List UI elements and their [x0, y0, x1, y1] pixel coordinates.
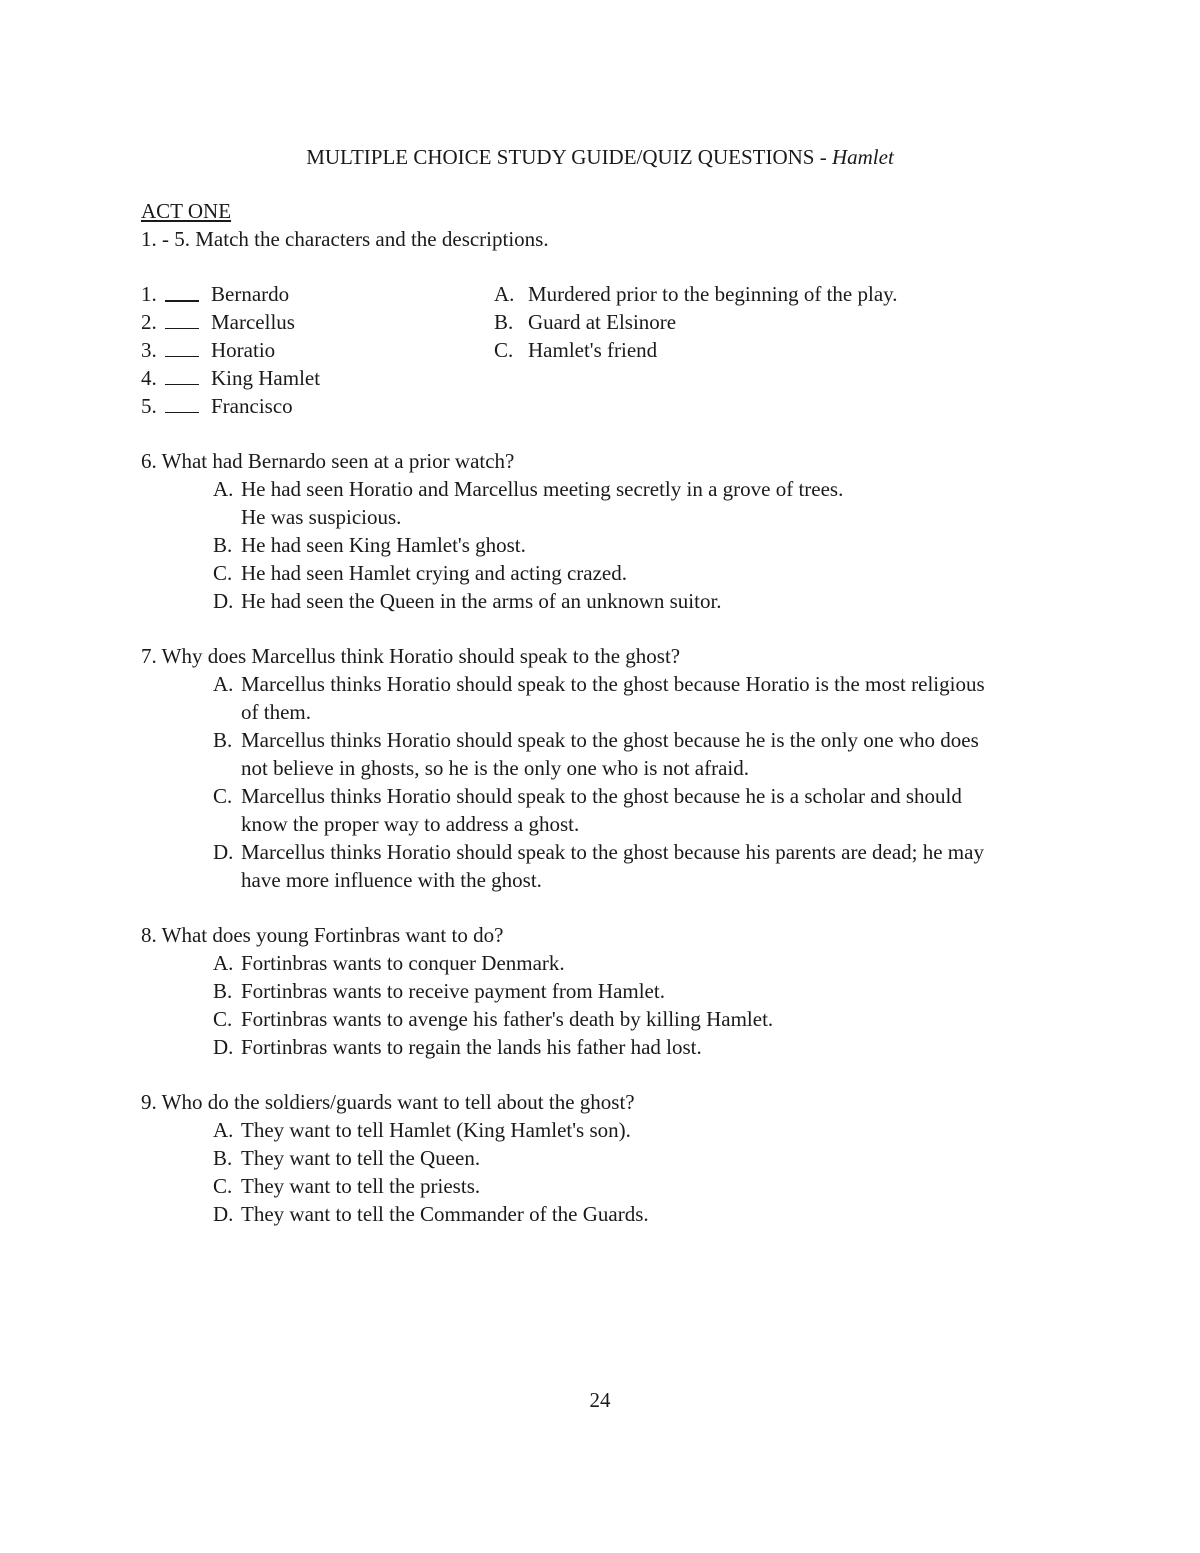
item-number: 1.	[141, 282, 157, 306]
option-text: Fortinbras wants to regain the lands his father had lost.	[241, 1035, 702, 1059]
answer-blank[interactable]	[165, 336, 199, 357]
answer-option[interactable]	[213, 782, 993, 838]
character-list	[141, 280, 481, 420]
description-row	[494, 280, 1054, 308]
answer-blank[interactable]	[165, 392, 199, 413]
character-row	[141, 364, 481, 392]
option-list	[141, 1116, 1061, 1228]
item-number: 2.	[141, 310, 157, 334]
matching-section	[141, 280, 1061, 420]
option-text: He had seen Horatio and Marcellus meeting secretly in a grove of trees. He was suspicious.	[241, 477, 844, 529]
character-name: Horatio	[211, 338, 276, 362]
title-main: MULTIPLE CHOICE STUDY GUIDE/QUIZ QUESTIONS -	[306, 145, 832, 169]
option-text: Fortinbras wants to conquer Denmark.	[241, 951, 565, 975]
spacer	[141, 253, 1061, 280]
option-text: Fortinbras wants to avenge his father's death by killing Hamlet.	[241, 1007, 774, 1031]
option-list	[141, 949, 1061, 1061]
option-text: He had seen Hamlet crying and acting crazed.	[241, 561, 627, 585]
description-text: Hamlet's friend	[528, 338, 658, 362]
act-heading: ACT ONE	[141, 199, 232, 223]
description-letter: A.	[494, 282, 515, 306]
item-number: 3.	[141, 338, 157, 362]
character-name: Bernardo	[211, 282, 290, 306]
spacer	[141, 615, 1061, 642]
answer-option[interactable]	[213, 1005, 1061, 1033]
description-letter: B.	[494, 310, 514, 334]
matching-instruction: 1. - 5. Match the characters and the descriptions.	[141, 227, 549, 251]
description-row	[494, 336, 1054, 364]
question-prompt: 9. Who do the soldiers/guards want to tell about the ghost?	[141, 1090, 635, 1114]
page-title	[0, 143, 1200, 171]
option-letter: D.	[213, 589, 234, 613]
option-letter: B.	[213, 728, 233, 752]
option-text: He had seen the Queen in the arms of an unknown suitor.	[241, 589, 722, 613]
spacer	[141, 894, 1061, 921]
description-letter: C.	[494, 338, 514, 362]
question-block	[141, 921, 1061, 1061]
character-name: King Hamlet	[211, 366, 321, 390]
character-name: Francisco	[211, 394, 293, 418]
description-text: Guard at Elsinore	[528, 310, 677, 334]
question-prompt: 7. Why does Marcellus think Horatio should speak to the ghost?	[141, 644, 681, 668]
option-letter: D.	[213, 1035, 234, 1059]
question-block	[141, 1088, 1061, 1228]
option-letter: B.	[213, 533, 233, 557]
question-prompt: 6. What had Bernardo seen at a prior watch?	[141, 449, 515, 473]
option-letter: C.	[213, 561, 233, 585]
option-text: Marcellus thinks Horatio should speak to the ghost because he is a scholar and should know the proper way to address a ghost.	[241, 784, 962, 836]
option-letter: A.	[213, 672, 234, 696]
answer-blank[interactable]	[165, 308, 199, 329]
option-letter: B.	[213, 1146, 233, 1170]
option-list	[141, 670, 1061, 894]
answer-option[interactable]	[213, 1033, 1061, 1061]
option-letter: B.	[213, 979, 233, 1003]
character-name: Marcellus	[211, 310, 295, 334]
option-text: Fortinbras wants to receive payment from Hamlet.	[241, 979, 665, 1003]
answer-option[interactable]	[213, 1144, 1061, 1172]
quiz-content	[141, 197, 1061, 1228]
character-row	[141, 280, 481, 308]
option-letter: A.	[213, 951, 234, 975]
character-row	[141, 392, 481, 420]
option-text: They want to tell the priests.	[241, 1174, 481, 1198]
answer-option[interactable]	[213, 1172, 1061, 1200]
option-text: Marcellus thinks Horatio should speak to the ghost because Horatio is the most religious of them.	[241, 672, 985, 724]
question-block	[141, 447, 1061, 615]
question-block	[141, 642, 1061, 894]
description-row	[494, 308, 1054, 336]
option-list	[141, 475, 1061, 615]
option-letter: C.	[213, 1007, 233, 1031]
spacer	[141, 1061, 1061, 1088]
description-list	[494, 280, 1054, 364]
option-letter: D.	[213, 1202, 234, 1226]
option-text: Marcellus thinks Horatio should speak to the ghost because he is the only one who does not believe in ghosts, so he is the only one who is not afraid.	[241, 728, 979, 780]
answer-option[interactable]	[213, 587, 1061, 615]
option-letter: C.	[213, 784, 233, 808]
answer-option[interactable]	[213, 1200, 1061, 1228]
option-letter: D.	[213, 840, 234, 864]
option-text: They want to tell the Commander of the Guards.	[241, 1202, 649, 1226]
spacer	[141, 420, 1061, 447]
answer-option[interactable]	[213, 1116, 1061, 1144]
character-row	[141, 336, 481, 364]
page-number: 24	[589, 1388, 611, 1412]
description-text: Murdered prior to the beginning of the play.	[528, 282, 898, 306]
answer-option[interactable]	[213, 726, 993, 782]
option-text: They want to tell Hamlet (King Hamlet's son).	[241, 1118, 631, 1142]
answer-blank[interactable]	[165, 280, 199, 302]
character-row	[141, 308, 481, 336]
option-text: Marcellus thinks Horatio should speak to the ghost because his parents are dead; he may have more influence with the ghost.	[241, 840, 984, 892]
answer-option[interactable]	[213, 977, 1061, 1005]
option-letter: A.	[213, 1118, 234, 1142]
answer-option[interactable]	[213, 670, 993, 726]
option-letter: A.	[213, 477, 234, 501]
answer-option[interactable]	[213, 475, 863, 531]
item-number: 5.	[141, 394, 157, 418]
answer-blank[interactable]	[165, 364, 199, 385]
option-text: He had seen King Hamlet's ghost.	[241, 533, 526, 557]
title-work: Hamlet	[831, 145, 894, 169]
answer-option[interactable]	[213, 559, 1061, 587]
question-prompt: 8. What does young Fortinbras want to do?	[141, 923, 504, 947]
answer-option[interactable]	[213, 949, 1061, 977]
answer-option[interactable]	[213, 531, 1061, 559]
item-number: 4.	[141, 366, 157, 390]
answer-option[interactable]	[213, 838, 1003, 894]
option-letter: C.	[213, 1174, 233, 1198]
option-text: They want to tell the Queen.	[241, 1146, 481, 1170]
